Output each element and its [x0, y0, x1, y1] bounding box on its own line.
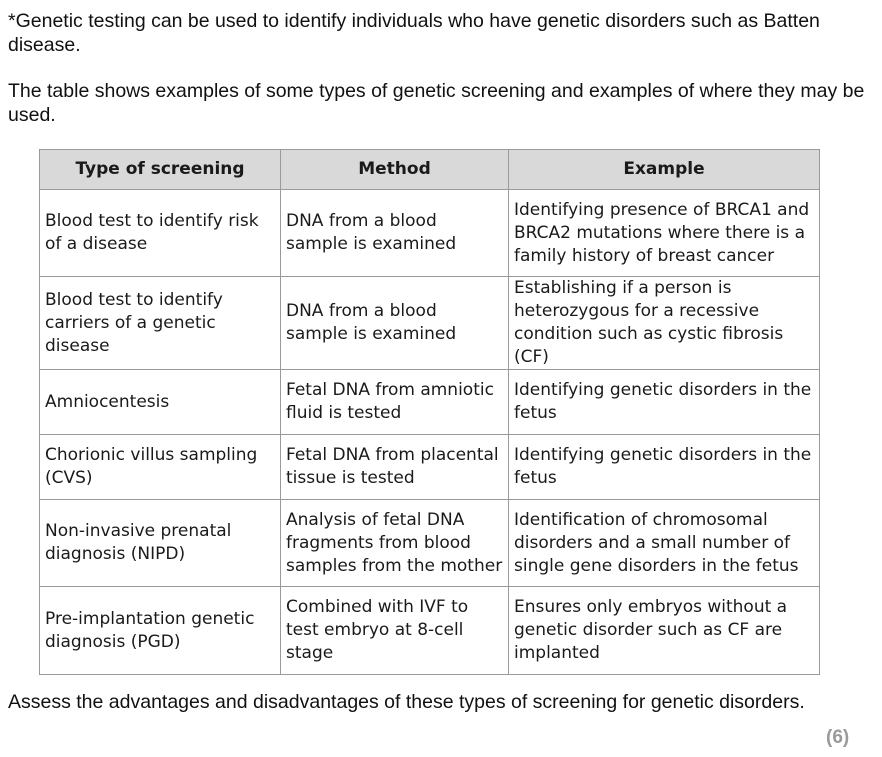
cell-method: DNA from a blood sample is examined [281, 190, 509, 277]
table-row [40, 435, 820, 500]
cell-example: Identification of chromosomal disorders and a small number of single gene disorders in the fetus [509, 500, 820, 587]
cell-type: Amniocentesis [40, 370, 281, 435]
marks-indicator: (6) [826, 727, 850, 748]
cell-method: Analysis of fetal DNA fragments from blood samples from the mother [281, 500, 509, 587]
cell-type: Pre-implantation genetic diagnosis (PGD) [40, 587, 281, 675]
header-type: Type of screening [40, 150, 281, 190]
intro-paragraph: *Genetic testing can be used to identify individuals who have genetic disorders such as Batten disease. [8, 10, 820, 56]
cell-method: Fetal DNA from placental tissue is tested [281, 435, 509, 500]
cell-method: DNA from a blood sample is examined [281, 277, 509, 370]
cell-method: Fetal DNA from amniotic fluid is tested [281, 370, 509, 435]
table-row [40, 277, 820, 370]
cell-type: Non-invasive prenatal diagnosis (NIPD) [40, 500, 281, 587]
table-row [40, 190, 820, 277]
cell-example: Ensures only embryos without a genetic disorder such as CF are implanted [509, 587, 820, 675]
cell-method: Combined with IVF to test embryo at 8-cell stage [281, 587, 509, 675]
table-description: The table shows examples of some types of genetic screening and examples of where they may be used. [8, 80, 865, 126]
cell-type: Chorionic villus sampling (CVS) [40, 435, 281, 500]
screening-table [39, 149, 820, 675]
table-row [40, 500, 820, 587]
cell-example: Establishing if a person is heterozygous for a recessive condition such as cystic fibrosis (CF) [509, 277, 820, 370]
cell-example: Identifying genetic disorders in the fetus [509, 435, 820, 500]
cell-example: Identifying presence of BRCA1 and BRCA2 mutations where there is a family history of breast cancer [509, 190, 820, 277]
table-row [40, 370, 820, 435]
table-header-row [40, 150, 820, 190]
cell-type: Blood test to identify carriers of a genetic disease [40, 277, 281, 370]
header-method: Method [281, 150, 509, 190]
cell-type: Blood test to identify risk of a disease [40, 190, 281, 277]
table-row [40, 587, 820, 675]
cell-example: Identifying genetic disorders in the fetus [509, 370, 820, 435]
header-example: Example [509, 150, 820, 190]
question-text: Assess the advantages and disadvantages of these types of screening for genetic disorders. [8, 691, 805, 713]
